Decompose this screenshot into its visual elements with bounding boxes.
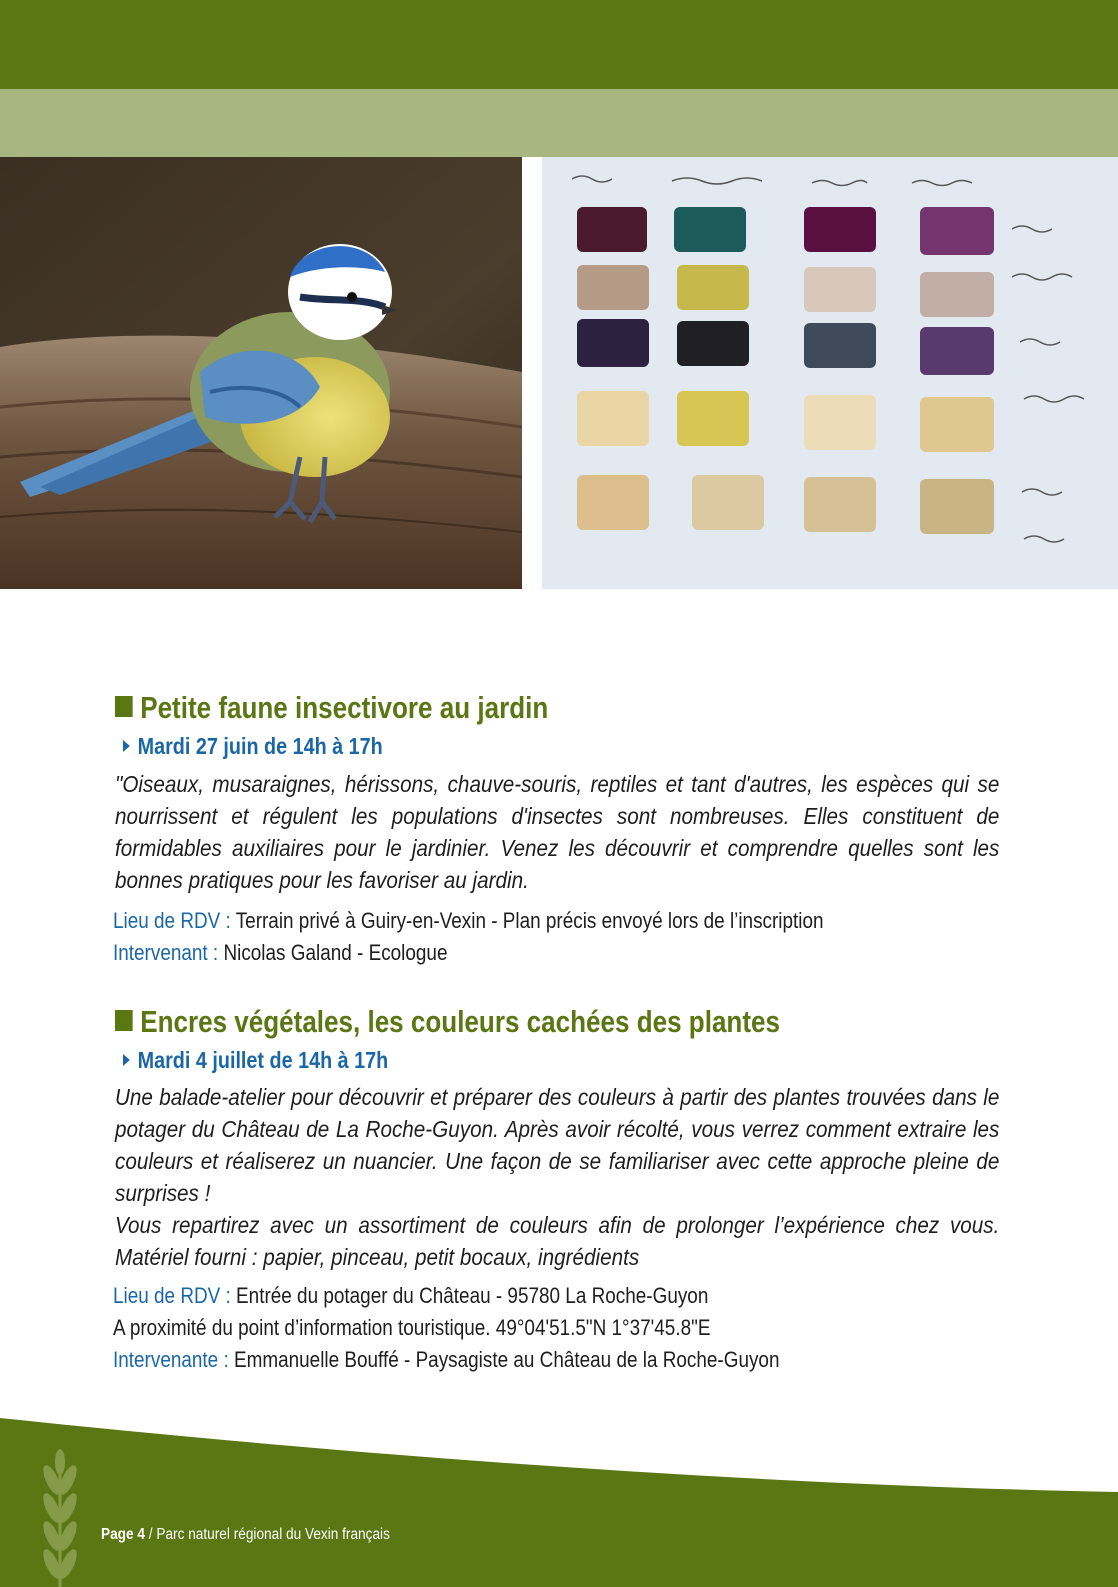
triangle-right-icon	[123, 740, 130, 752]
square-bullet-icon	[115, 696, 133, 717]
section-title: Encres végétales, les couleurs cachées des plantes	[115, 1004, 780, 1040]
header-band-light	[0, 89, 1118, 157]
footer-band	[0, 1400, 1118, 1587]
header-band	[0, 0, 1118, 89]
meeting-place: Lieu de RDV : Terrain privé à Guiry-en-Vexin - Plan précis envoyé lors de l’inscription	[113, 908, 824, 933]
event-date: Mardi 27 juin de 14h à 17h	[123, 733, 383, 760]
event-date: Mardi 4 juillet de 14h à 17h	[123, 1047, 388, 1074]
footer-text: Page 4 / Parc naturel régional du Vexin français	[101, 1526, 390, 1543]
ink-swatch-card-photo	[542, 157, 1118, 589]
section-title: Petite faune insectivore au jardin	[115, 690, 548, 726]
event-description: Une balade-atelier pour découvrir et préparer des couleurs à partir des plantes trouvées dans le potager du Château de La Roche-Guyon. Après avoir récolté, vous verrez comment extraire les couleurs et réaliserez un nuancier. Une façon de se familiariser avec cette approche pleine de surprises !	[115, 1084, 1000, 1206]
speaker: Intervenant : Nicolas Galand - Ecologue	[113, 940, 448, 965]
event-description-continued: Vous repartirez avec un assortiment de couleurs afin de prolonger l’expérience chez vous. Matériel fourni : papier, pinceau, petit bocaux, ingrédients	[115, 1212, 1000, 1270]
meeting-place: Lieu de RDV : Entrée du potager du Château - 95780 La Roche-Guyon	[113, 1283, 709, 1308]
meeting-place-details: A proximité du point d’information touristique. 49°04'51.5"N 1°37'45.8"E	[113, 1315, 711, 1340]
triangle-right-icon	[123, 1054, 130, 1066]
blue-tit-photo	[0, 157, 522, 589]
speaker: Intervenante : Emmanuelle Bouffé - Paysagiste au Château de la Roche-Guyon	[113, 1347, 780, 1372]
square-bullet-icon	[115, 1010, 133, 1031]
event-description: "Oiseaux, musaraignes, hérissons, chauve-souris, reptiles et tant d'autres, les espèces qui se nourrissent et régulent les populations d'insectes sont nombreuses. Elles constituent de formidables auxiliaires pour le jardinier. Venez les découvrir et comprendre quelles sont les bonnes pratiques pour les favoriser au jardin.	[115, 771, 1000, 893]
